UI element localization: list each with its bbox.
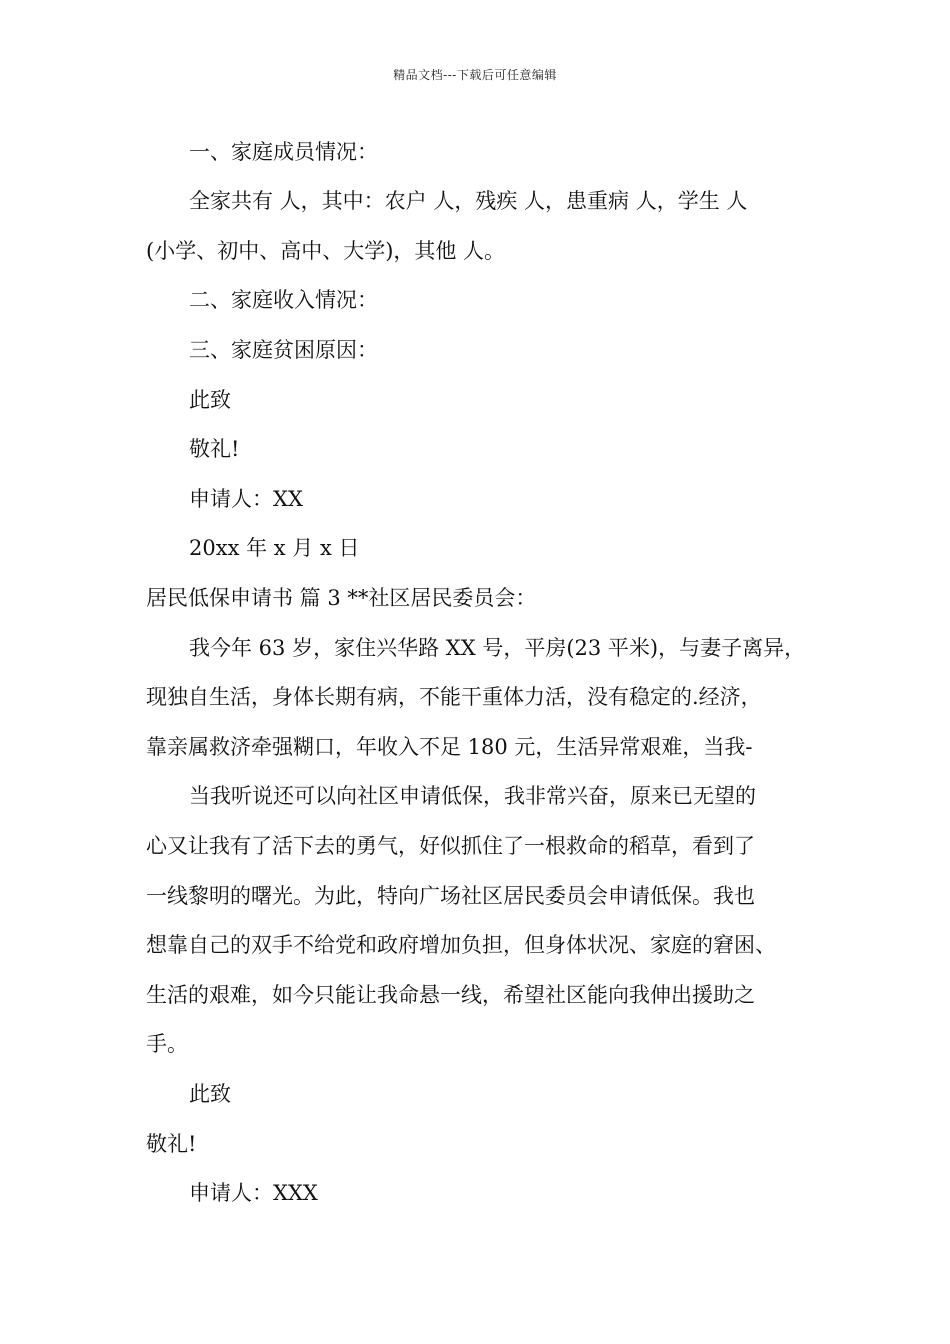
- section-heading-family-income: 二、家庭收入情况：: [189, 288, 378, 312]
- closing-regards: 敬礼!: [189, 437, 240, 461]
- paragraph-line: 靠亲属救济牵强糊口，年收入不足 180 元，生活异常艰难，当我-: [146, 735, 753, 759]
- paragraph-line: 当我听说还可以向社区申请低保，我非常兴奋，原来已无望的: [189, 784, 756, 808]
- section-title-line: 居民低保申请书 篇 3 **社区居民委员会：: [146, 586, 537, 610]
- page-header: 精品文档---下载后可任意编辑: [393, 68, 557, 82]
- paragraph-line: 手。: [146, 1032, 188, 1056]
- paragraph-line: 全家共有 人，其中：农户 人，残疾 人，患重病 人，学生 人: [189, 189, 748, 213]
- closing-regards: 敬礼!: [146, 1132, 197, 1156]
- closing-salutation: 此致: [189, 1082, 231, 1106]
- section-heading-poverty-reason: 三、家庭贫困原因：: [189, 338, 378, 362]
- paragraph-line: 一线黎明的曙光。为此，特向广场社区居民委员会申请低保。我也: [146, 884, 755, 908]
- applicant-signature: 申请人：XX: [189, 487, 303, 511]
- paragraph-line: 想靠自己的双手不给党和政府增加负担，但身体状况、家庭的窘困、: [146, 933, 776, 957]
- paragraph-line: 我今年 63 岁，家住兴华路 XX 号，平房(23 平米)，与妻子离异，: [189, 636, 806, 660]
- paragraph-line: 生活的艰难，如今只能让我命悬一线，希望社区能向我伸出援助之: [146, 983, 755, 1007]
- paragraph-line: (小学、初中、高中、大学)，其他 人。: [146, 239, 506, 263]
- section-heading-family-members: 一、家庭成员情况：: [189, 140, 378, 164]
- applicant-signature: 申请人：XXX: [189, 1181, 318, 1205]
- date-line: 20xx 年 x 月 x 日: [189, 536, 360, 560]
- closing-salutation: 此致: [189, 388, 231, 412]
- paragraph-line: 心又让我有了活下去的勇气，好似抓住了一根救命的稻草，看到了: [146, 834, 755, 858]
- paragraph-line: 现独自生活，身体长期有病，不能干重体力活，没有稳定的.经济，: [146, 685, 762, 709]
